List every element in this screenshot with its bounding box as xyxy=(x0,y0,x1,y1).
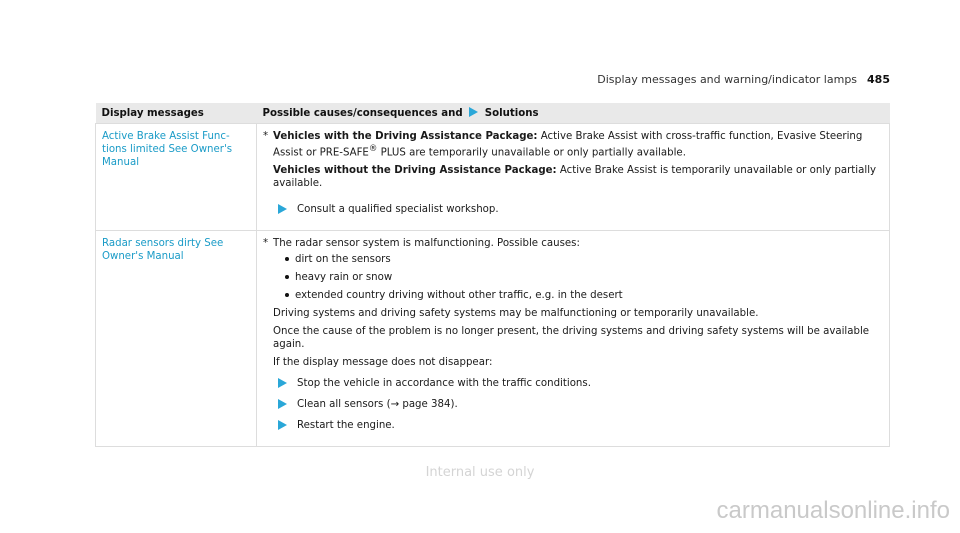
action-item xyxy=(278,203,883,216)
action-text: Restart the engine. xyxy=(297,420,395,432)
cause-block xyxy=(263,237,883,369)
list-item: dirt on the sensors xyxy=(285,253,883,266)
cause-without-package xyxy=(273,164,883,190)
column-header-messages: Display messages xyxy=(96,103,257,124)
action-text: Stop the vehicle in accordance with the traffic conditions. xyxy=(297,378,591,390)
star-marker: * xyxy=(263,238,269,250)
message-cell: Radar sensors dirty See Owner's Manual xyxy=(96,231,257,447)
cause-with-package-text-2: PLUS are temporarily unavailable or only partially available. xyxy=(377,147,686,159)
header-title: Display messages and warning/indicator lamps xyxy=(597,73,858,86)
cause-with-package xyxy=(273,130,883,159)
action-arrow-icon xyxy=(278,399,287,409)
header-causes-text: Possible causes/consequences and xyxy=(262,107,463,119)
cause-with-package-label: Vehicles with the Driving Assistance Package: xyxy=(273,131,538,142)
list-item: heavy rain or snow xyxy=(285,271,883,284)
cause-bullets xyxy=(273,253,883,302)
causes-cell xyxy=(257,124,890,231)
action-text: Consult a qualified specialist workshop. xyxy=(297,204,499,216)
condition-text: If the display message does not disappear: xyxy=(273,357,493,369)
column-header-solutions xyxy=(257,103,890,124)
cause-intro: The radar sensor system is malfunctioning. Possible causes: xyxy=(273,238,580,250)
header-solutions-text: Solutions xyxy=(484,107,539,119)
arrow-right-icon xyxy=(469,107,478,117)
message-cell: Active Brake Assist Functions limited See Owner's Manual xyxy=(96,124,257,231)
list-item: extended country driving without other traffic, e.g. in the desert xyxy=(285,289,883,302)
action-item xyxy=(278,398,883,411)
site-footer: carmanualsonline.info xyxy=(716,497,950,524)
cause-without-package-label: Vehicles without the Driving Assistance Package: xyxy=(273,165,557,177)
action-text: Clean all sensors (→ page 384). xyxy=(297,399,458,411)
page-number: 485 xyxy=(867,73,890,86)
action-arrow-icon xyxy=(278,420,287,430)
table-row xyxy=(96,231,890,447)
action-item xyxy=(278,419,883,432)
causes-cell xyxy=(257,231,890,447)
page-header xyxy=(597,73,890,86)
table-header-row xyxy=(96,103,890,124)
table-row xyxy=(96,124,890,231)
consequence-text-2: Once the cause of the problem is no longer present, the driving systems and driving safety systems will be available again. xyxy=(273,326,870,351)
cause-block xyxy=(263,130,883,195)
star-marker: * xyxy=(263,131,269,142)
cause-with-package-text: Active Brake Assist with cross-traffic function, Evasive Steering Assist or PRE-SAFE xyxy=(273,131,863,159)
consequence-text: Driving systems and driving safety systems may be malfunctioning or temporarily unavailable. xyxy=(273,308,759,320)
action-arrow-icon xyxy=(278,204,287,214)
action-arrow-icon xyxy=(278,378,287,388)
registered-mark: ® xyxy=(368,144,378,154)
action-item xyxy=(278,377,883,390)
cause-without-package-text: Active Brake Assist is temporarily unavailable or only partially available. xyxy=(273,165,877,190)
watermark: Internal use only xyxy=(425,465,535,480)
display-messages-table xyxy=(95,103,890,447)
